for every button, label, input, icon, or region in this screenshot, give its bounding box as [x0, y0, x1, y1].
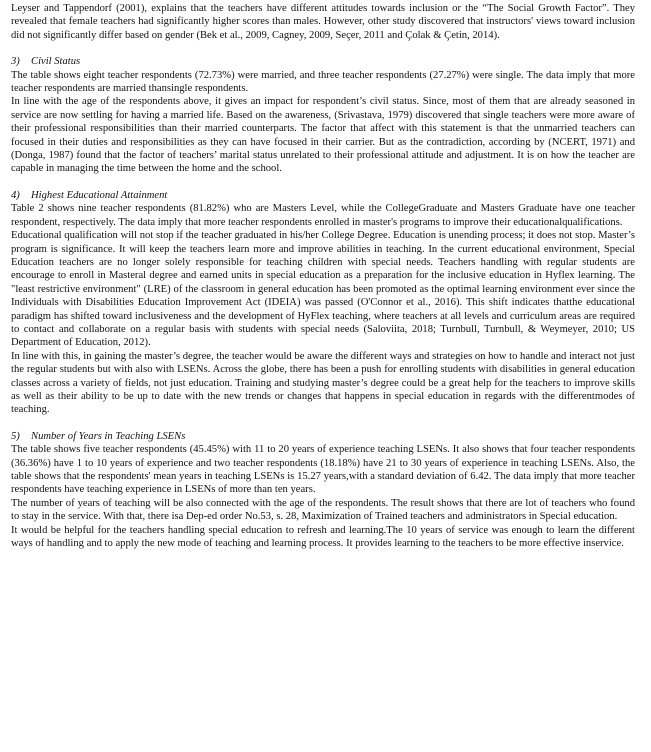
- section-heading-years: [11, 430, 635, 443]
- years-paragraph-3: It would be helpful for the teachers handling special education to refresh and learning.The 10 years of service was enough to learn the different ways of handling and to apply the new mode of teaching and learning process. It provides learning to the teachers to be more effective inservice.: [11, 524, 635, 550]
- section-title: Highest Educational Attainment: [31, 189, 168, 201]
- document-page: [11, 2, 635, 550]
- section-heading-civil-status: [11, 55, 635, 68]
- civil-status-paragraph-1: The table shows eight teacher respondents (72.73%) were married, and three teacher respondents (27.27%) were single. The data imply that more teacher respondents are married thansingle respondents.: [11, 69, 635, 95]
- section-number: 4): [11, 189, 20, 201]
- section-title: Number of Years in Teaching LSENs: [31, 430, 186, 442]
- section-number: 3): [11, 56, 20, 68]
- years-paragraph-2: The number of years of teaching will be also connected with the age of the respondents. The result shows that there are lot of teachers who found to stay in the service. With that, there isa Dep-ed order No.53, s. 28, Maximization of Trained teachers and administrators in Special education.: [11, 497, 635, 523]
- intro-paragraph: Leyser and Tappendorf (2001), explains that the teachers have different attitudes towards inclusion or the “The Social Growth Factor”. They revealed that female teachers had significantly higher scores than males. However, other study discovered that instructors' views toward inclusion did not significantly differ based on gender (Bek et al., 2009, Cagney, 2009, Seçer, 2011 and Çolak & Çetin, 2014).: [11, 3, 635, 41]
- education-paragraph-3: In line with this, in gaining the master’s degree, the teacher would be aware the different ways and strategies on how to handle and interact not just the regular students but with also with LSENs. Across the globe, there has been a push for enrolling students with disabilities in general education classes across a variety of fields, not just education. Training and studying master’s degree could be a great help for the teachers to improve skills as well as their ability to be up to date with the new trends or changes that happens in special education in regards with the differentmodes of teaching.: [11, 350, 635, 416]
- education-paragraph-1: Table 2 shows nine teacher respondents (81.82%) who are Masters Level, while the CollegeGraduate and Masters Graduate have one teacher respondent, respectively. The data imply that more teacher respondents enrolled in master's programs to improve their educationalqualifications.: [11, 203, 635, 228]
- years-paragraph-1: The table shows five teacher respondents (45.45%) with 11 to 20 years of experience teaching LSENs. It also shows that four teacher respondents (36.36%) have 1 to 10 years of experience and two teacher respondents (18.18%) have 21 to 30 years of experience in teaching LSENs. Also, the table shows that the respondents' mean years in teaching LSENs is 15.27 years,with a standard deviation of 6.42. The data imply that more teacher respondents have teaching experience in LSENs of more than ten years.: [11, 444, 635, 496]
- section-heading-education: [11, 189, 635, 202]
- section-number: 5): [11, 430, 20, 442]
- section-title: Civil Status: [31, 56, 81, 68]
- civil-status-paragraph-2: In line with the age of the respondents above, it gives an impact for respondent’s civil status. Since, most of them that are already seasoned in service are now settling for having a married life. Based on the awareness, (Srivastava, 1979) discovered that single teachers were more aware of their professional responsibilities than their married counterparts. The factor that affect with this statement is that the unmarried teachers can focused in their duties and responsibilities as they can have focused in their carrier. But as the contradiction, according by (NCERT, 1971) and (Donga, 1987) found that the factor of teachers’ marital status unrelated to their professional attitude and adjustment. It is on how the teacher are capable in managing the time between the home and the school.: [11, 96, 635, 175]
- education-paragraph-2: Educational qualification will not stop if the teacher graduated in his/her College Degree. Education is unending process; it does not stop. Master’s program is significance. It will keep the teachers learn more and improve abilities in teaching. In the current educational environment, Special Education teachers are no longer solely responsible for teaching children with special needs. Teachers handling with regular students are encourage to enroll in Masteral degree and earned units in special education as a preparation for the inclusive education in Hyflex learning. The "least restrictive environment" (LRE) of the classroom in general education has been promoted as the optimal learning environment ever since the Individuals with Disabilities Education Improvement Act (IDEIA) was passed (O'Connor et al., 2016). This shift indicates thatthe educational paradigm has shifted toward inclusiveness and the development of HyFlex teaching, where teachers at all levels and curriculum areas are required to contact and collaborate on a regular basis with students with special needs (Saloviita, 2018; Turnbull, Turnbull, & Weymeyer, 2010; US Department of Education, 2012).: [11, 230, 635, 349]
